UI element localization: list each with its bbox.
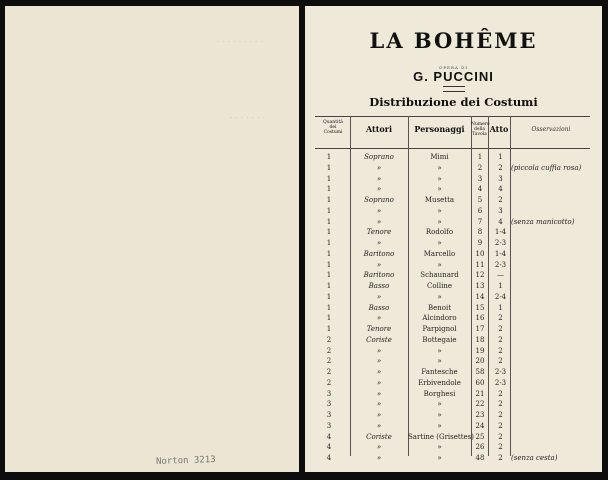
cell-character: » — [437, 239, 442, 247]
cell-actor: » — [376, 260, 382, 269]
cell-act: 2 — [498, 400, 503, 409]
cell-plate-number: 24 — [475, 421, 485, 430]
cell-plate-number: 25 — [475, 432, 485, 441]
cell-act: 2 — [498, 346, 503, 355]
cell-plate-number: 10 — [475, 249, 485, 258]
cell-plate-number: 58 — [475, 368, 485, 376]
cell-plate-number: 11 — [475, 260, 485, 269]
cell-plate-number: 26 — [475, 443, 485, 452]
cell-actor: » — [376, 378, 382, 387]
cell-plate-number: 8 — [477, 228, 483, 237]
cell-act: 2 — [498, 163, 503, 172]
cell-plate-number: 13 — [475, 282, 485, 290]
cell-character: » — [437, 217, 442, 226]
cell-act: 2 — [498, 411, 503, 419]
cell-actor: Baritono — [363, 271, 395, 280]
cell-plate-number: 3 — [477, 174, 483, 183]
cell-plate-number: 16 — [475, 314, 485, 323]
cell-act: 2-3 — [494, 239, 507, 247]
right-page — [305, 6, 602, 472]
page-subtitle: Distribuzione dei Costumi — [369, 95, 538, 109]
cell-act: 2 — [498, 325, 503, 333]
cell-actor: » — [376, 239, 382, 247]
cell-character: Sartine (Grisettes) — [408, 432, 474, 441]
cell-actor: Coriste — [366, 335, 392, 344]
cell-quantity: 4 — [326, 454, 332, 462]
cell-plate-number: 15 — [475, 303, 485, 312]
cell-character: » — [437, 346, 442, 355]
cell-act: 2 — [498, 314, 503, 323]
cell-character: Musetta — [424, 196, 455, 204]
cell-character: » — [437, 443, 442, 452]
cell-plate-number: 5 — [477, 196, 483, 204]
cell-character: » — [437, 357, 442, 366]
cell-character: Bottegaie — [422, 335, 457, 344]
cell-character: » — [437, 411, 442, 419]
cell-plate-number: 14 — [475, 292, 485, 301]
table-row — [315, 452, 595, 465]
cell-act: 2 — [498, 389, 503, 398]
cell-actor: Basso — [368, 303, 390, 312]
cell-character: Benoit — [427, 303, 452, 312]
cell-quantity: 2 — [326, 378, 332, 387]
cell-actor: » — [376, 389, 382, 398]
cell-character: Fantesche — [421, 368, 458, 376]
header-personaggi: Personaggi — [414, 124, 465, 134]
cell-act: 1 — [498, 153, 503, 161]
page-title: LA BOHÊME — [369, 28, 538, 53]
cell-quantity: 1 — [326, 303, 332, 312]
cell-notes: (senza manicotto) — [511, 217, 575, 226]
cell-quantity: 2 — [326, 357, 332, 366]
cell-quantity: 3 — [326, 389, 332, 398]
cell-act: 1-4 — [494, 249, 507, 258]
cell-act: 2 — [498, 196, 503, 204]
cell-actor: Baritono — [363, 249, 395, 258]
cell-act: 1 — [498, 282, 503, 290]
cell-quantity: 1 — [326, 271, 332, 280]
cell-quantity: 1 — [326, 185, 332, 194]
cell-quantity: 1 — [326, 292, 332, 301]
cell-actor: » — [376, 400, 382, 409]
cell-act: 2-4 — [494, 292, 507, 301]
cell-plate-number: 17 — [475, 325, 485, 333]
header-numero: Numero della Tavola — [471, 122, 490, 137]
cell-quantity: 1 — [326, 217, 332, 226]
cell-character: Marcello — [423, 249, 456, 258]
cell-quantity: 1 — [326, 174, 332, 183]
cell-character: » — [437, 400, 442, 409]
cell-actor: Coriste — [366, 432, 392, 441]
cell-actor: » — [376, 292, 382, 301]
left-page — [5, 6, 299, 472]
table-header-rule — [315, 148, 590, 149]
cell-act: 2-3 — [494, 260, 507, 269]
header-attori: Attori — [365, 124, 393, 134]
cell-act: 2 — [498, 335, 503, 344]
cell-actor: » — [376, 443, 382, 452]
cell-plate-number: 6 — [477, 206, 483, 215]
cell-character: » — [437, 174, 442, 183]
cell-quantity: 1 — [326, 239, 332, 247]
cell-quantity: 4 — [326, 443, 332, 452]
cell-actor: » — [376, 314, 382, 323]
cell-quantity: 4 — [326, 432, 332, 441]
cell-notes: (senza cesta) — [511, 454, 558, 462]
cell-plate-number: 18 — [475, 335, 485, 344]
cell-plate-number: 2 — [477, 163, 483, 172]
cell-quantity: 3 — [326, 421, 332, 430]
cell-character: Rodolfo — [425, 228, 454, 237]
cell-actor: » — [376, 163, 382, 172]
cell-act: 2-3 — [494, 368, 507, 376]
cell-act: 2-3 — [494, 378, 507, 387]
cell-quantity: 3 — [326, 400, 332, 409]
composer-name: G. PUCCINI — [413, 69, 494, 84]
cell-quantity: 1 — [326, 206, 332, 215]
cell-character: » — [437, 206, 442, 215]
cell-actor: Soprano — [364, 153, 394, 161]
cell-act: 2 — [498, 432, 503, 441]
cell-quantity: 2 — [326, 346, 332, 355]
cell-plate-number: 9 — [477, 239, 483, 247]
cell-actor: Soprano — [364, 196, 394, 204]
bleed-through-text: · · · · · · · — [230, 114, 266, 122]
cell-actor: » — [376, 411, 382, 419]
cell-character: Erbivendole — [418, 378, 461, 387]
cell-character: » — [437, 260, 442, 269]
cell-character: » — [437, 292, 442, 301]
cell-actor: » — [376, 368, 382, 376]
cell-character: » — [437, 454, 442, 462]
header-quantita: Quantità dei Costumi — [323, 120, 343, 135]
cell-plate-number: 20 — [475, 357, 485, 366]
cell-act: 2 — [498, 421, 503, 430]
cell-quantity: 1 — [326, 325, 332, 333]
cell-character: Colline — [427, 282, 452, 290]
cell-plate-number: 23 — [475, 411, 485, 419]
cell-character: Alcindoro — [422, 314, 457, 323]
cell-quantity: 1 — [326, 153, 332, 161]
cell-actor: » — [376, 185, 382, 194]
cell-actor: » — [376, 346, 382, 355]
cell-plate-number: 48 — [475, 454, 485, 462]
cell-act: 1-4 — [494, 228, 507, 237]
cell-act: 4 — [498, 185, 503, 194]
cell-act: 2 — [498, 357, 503, 366]
cell-character: Mimi — [430, 153, 449, 161]
cell-quantity: 1 — [326, 282, 332, 290]
cell-actor: » — [376, 217, 382, 226]
cell-actor: » — [376, 454, 382, 462]
cell-actor: » — [376, 206, 382, 215]
ornament-divider — [443, 86, 465, 92]
cell-act: — — [497, 271, 504, 280]
cell-character: Borghesi — [423, 389, 456, 398]
cell-plate-number: 19 — [475, 346, 485, 355]
cell-actor: » — [376, 174, 382, 183]
cell-actor: Basso — [368, 282, 390, 290]
bleed-through-text: · · · · · · · · · — [217, 38, 264, 46]
cell-actor: Tenore — [366, 228, 392, 237]
cell-act: 3 — [498, 206, 503, 215]
cell-character: » — [437, 421, 442, 430]
cell-actor: » — [376, 421, 382, 430]
cell-quantity: 1 — [326, 249, 332, 258]
header-osservazioni: Osservazioni — [531, 126, 571, 133]
cell-plate-number: 12 — [475, 271, 485, 280]
table-top-rule — [315, 116, 590, 117]
cell-quantity: 2 — [326, 368, 332, 376]
opera-di-label: OPERA DI — [439, 65, 468, 70]
handwritten-note: Norton 3213 — [155, 454, 216, 468]
cell-character: » — [437, 185, 442, 194]
cell-actor: Tenore — [366, 325, 392, 333]
cell-quantity: 2 — [326, 335, 332, 344]
cell-act: 2 — [498, 454, 503, 462]
cell-plate-number: 22 — [475, 400, 485, 409]
cell-plate-number: 4 — [477, 185, 483, 194]
cell-plate-number: 1 — [477, 153, 483, 161]
cell-quantity: 1 — [326, 260, 332, 269]
cell-notes: (piccola cuffia rosa) — [511, 163, 582, 172]
cell-act: 1 — [498, 303, 503, 312]
cell-character: » — [437, 163, 442, 172]
cell-actor: » — [376, 357, 382, 366]
cell-quantity: 1 — [326, 163, 332, 172]
cell-act: 3 — [498, 174, 503, 183]
cell-quantity: 1 — [326, 314, 332, 323]
cell-plate-number: 60 — [475, 378, 485, 387]
cell-quantity: 3 — [326, 411, 332, 419]
cell-act: 2 — [498, 443, 503, 452]
cell-quantity: 1 — [326, 196, 332, 204]
header-atto: Atto — [489, 124, 509, 134]
cell-character: Schaunard — [420, 271, 459, 280]
cell-plate-number: 21 — [475, 389, 485, 398]
cell-act: 4 — [498, 217, 503, 226]
cell-character: Parpignol — [422, 325, 457, 333]
cell-quantity: 1 — [326, 228, 332, 237]
cell-plate-number: 7 — [477, 217, 483, 226]
